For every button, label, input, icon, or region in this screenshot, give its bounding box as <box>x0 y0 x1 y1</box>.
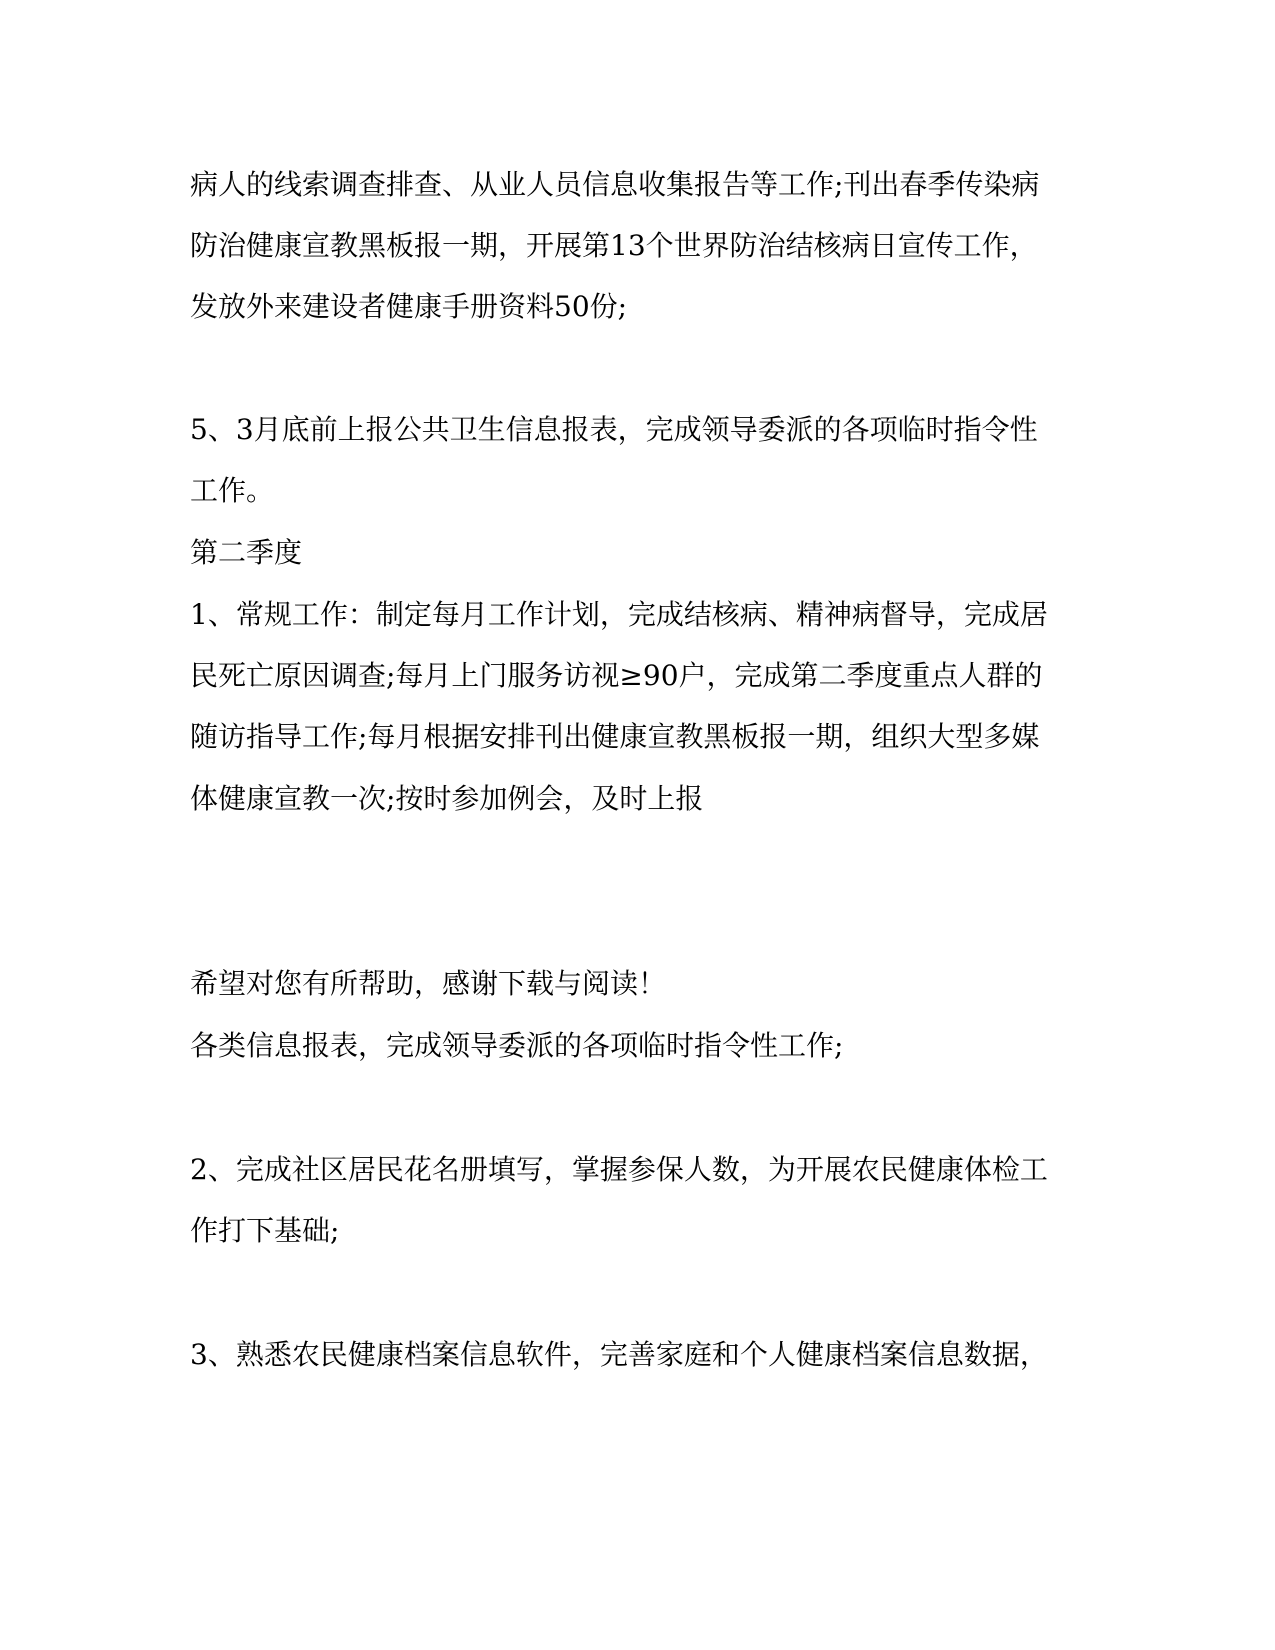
section-heading: 第二季度 <box>190 536 303 569</box>
text-line: 5、3月底前上报公共卫生信息报表，完成领导委派的各项临时指令性 <box>190 413 1038 446</box>
text-line: 防治健康宣教黑板报一期，开展第13个世界防治结核病日宣传工作， <box>190 229 1038 262</box>
text-line: 1、常规工作：制定每月工作计划，完成结核病、精神病督导，完成居 <box>190 598 1048 631</box>
text-line: 病人的线索调查排查、从业人员信息收集报告等工作;刊出春季传染病 <box>190 168 1040 201</box>
text-line: 发放外来建设者健康手册资料50份; <box>190 290 628 323</box>
text-line: 各类信息报表，完成领导委派的各项临时指令性工作; <box>190 1029 844 1062</box>
text-line: 工作。 <box>190 474 275 507</box>
text-line: 民死亡原因调查;每月上门服务访视≥90户，完成第二季度重点人群的 <box>190 659 1043 692</box>
text-line: 随访指导工作;每月根据安排刊出健康宣教黑板报一期，组织大型多媒 <box>190 720 1040 753</box>
text-line: 2、完成社区居民花名册填写，掌握参保人数，为开展农民健康体检工 <box>190 1153 1048 1186</box>
thanks-line: 希望对您有所帮助，感谢下载与阅读！ <box>190 967 667 1000</box>
text-line: 3、熟悉农民健康档案信息软件，完善家庭和个人健康档案信息数据， <box>190 1338 1048 1371</box>
text-line: 作打下基础; <box>190 1214 340 1247</box>
text-line: 体健康宣教一次;按时参加例会，及时上报 <box>190 782 704 815</box>
